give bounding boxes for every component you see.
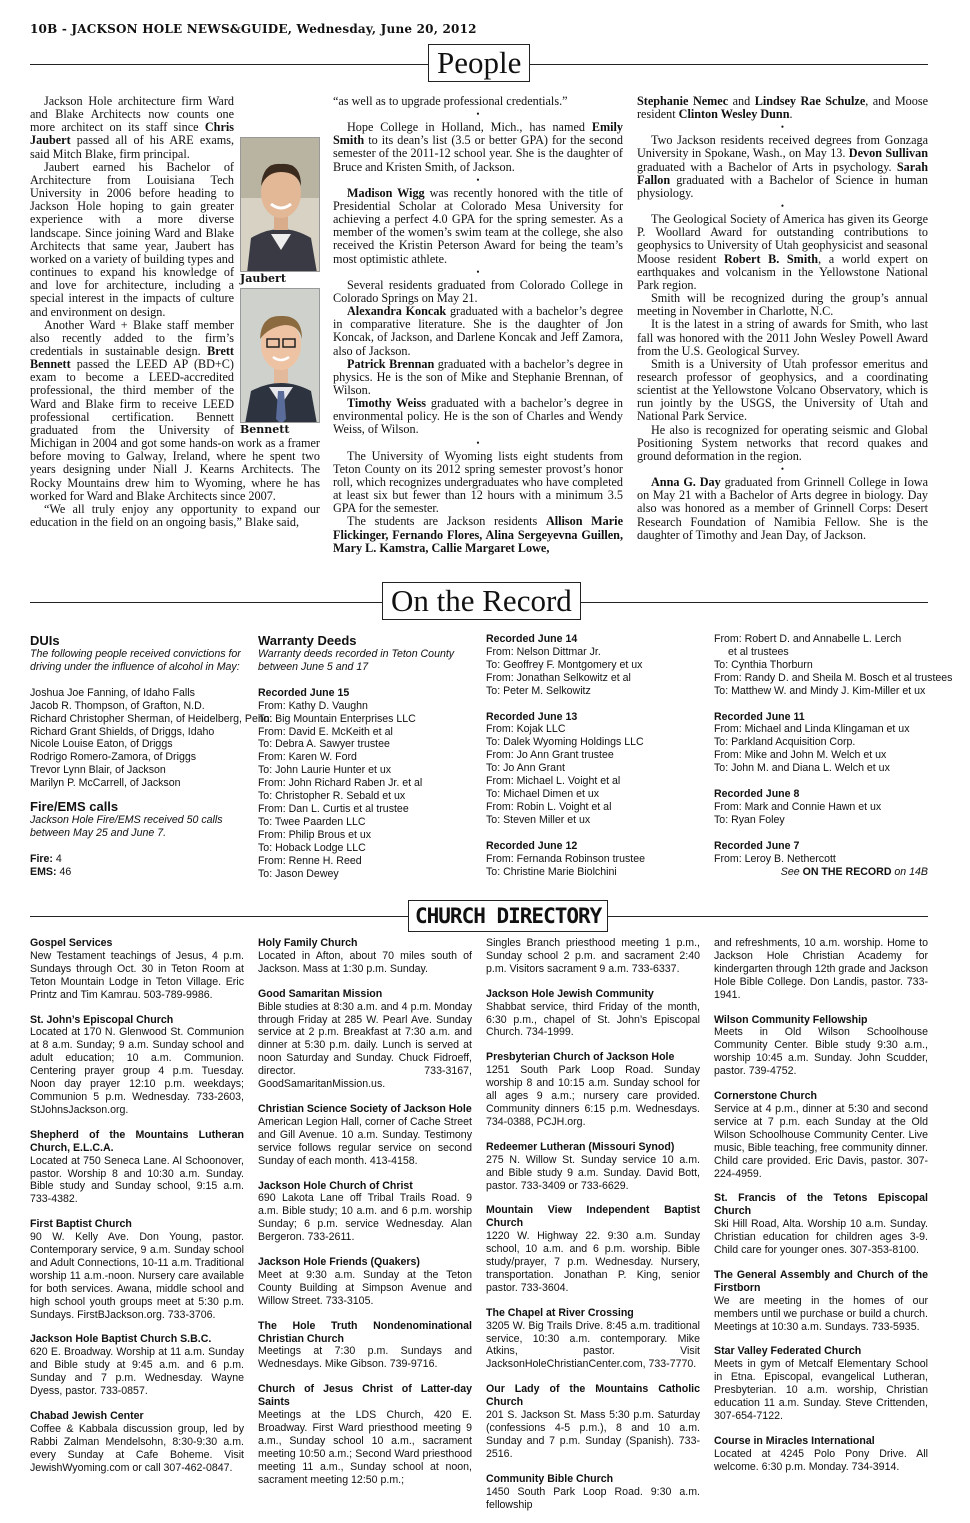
church-details: Ski Hill Road, Alta. Worship 10 a.m. Sunday. Christian education for children ages 3-9. Child care for younger ones. 307-353-8100. — [714, 1218, 928, 1257]
person-name: Emily Smith — [333, 120, 623, 148]
record-column-3 — [486, 633, 701, 878]
church-column-1 — [30, 937, 244, 1487]
people-paragraph: Smith will be recognized during the group’s annual meeting in November in Charlotte, N.C. — [637, 291, 928, 319]
deed-line: From: Kathy D. Vaughn — [258, 699, 368, 712]
people-column-1 — [30, 95, 320, 529]
church-details: 1251 South Park Loop Road. Sunday worship 8 and 10:15 a.m. Sunday school for all ages 9 a.m.; nursery care provided. Community dinners 6:15 p.m. Wednesdays. 734-0388, PCJH.org. — [486, 1064, 700, 1128]
church-details: Meets in gym of Metcalf Elementary School in Etna. Episcopal, evangelical Lutheran, Presbyterian. 10 a.m. worship, Christian education 11 a.m. Sunday. Steve Crittenden, 307-654-7122. — [714, 1358, 928, 1422]
fire-heading: Fire/EMS calls — [30, 799, 119, 815]
church-title: CHURCH DIRECTORY — [408, 900, 608, 932]
church-entry — [486, 1141, 700, 1193]
group-gap — [486, 698, 701, 711]
recorded-date: Recorded June 12 — [486, 839, 578, 852]
deed-line: To: Cynthia Thorburn — [714, 658, 813, 671]
group-gap — [714, 775, 928, 788]
deed-line: To: Jo Ann Grant — [486, 762, 565, 775]
person-name: Alexandra Koncak — [347, 304, 447, 319]
group-gap — [714, 827, 928, 840]
people-paragraph: “as well as to upgrade professional credentials.” — [333, 94, 568, 108]
church-details: Bible studies at 8:30 a.m. and 4 p.m. Monday through Friday at 285 W. Pearl Ave. Sunday service at 2 p.m. Breakfast at 7:30 a.m. and dinner at 5:30 p.m. daily. Lunch is served at noon Saturday and Sunday. Chuck Fidroeff, director. 733-3167, GoodSamaritanMission.us. — [258, 1000, 472, 1091]
church-details: 690 Lakota Lane off Tribal Trails Road. 9 a.m. Bible study; 10 a.m. and 6 p.m. worship Sunday; 6 p.m. service Wednesday. Alan Bergeron. 733-2611. — [258, 1192, 472, 1244]
church-entry — [714, 1192, 928, 1257]
separator-bullet: • — [476, 437, 480, 448]
church-name: Holy Family Church — [258, 937, 358, 949]
person-name: Stephanie Nemec — [637, 94, 729, 108]
dui-entry: Rodrigo Romero-Zamora, of Driggs — [30, 751, 197, 764]
deed-line: From: Randy D. and Sheila M. Bosch et al trustees — [714, 671, 953, 684]
deed-line: From: David E. McKeith et al — [258, 725, 393, 738]
recorded-date: Recorded June 7 — [714, 839, 800, 852]
church-name: Community Bible Church — [486, 1472, 614, 1485]
church-details: Coffee & Kabbala discussion group, led by Rabbi Zalman Mendelsohn, 8:30-9:30 a.m. every Sunday at Cafe Boheme. Visit JewishWyoming.com or call 307-462-0847. — [30, 1422, 244, 1474]
church-name: St. John’s Episcopal Church — [30, 1013, 174, 1026]
duis-list — [30, 686, 273, 790]
church-entry — [258, 937, 472, 976]
deed-line: From: Mark and Connie Hawn et ux — [714, 800, 882, 813]
record-header — [30, 582, 928, 622]
church-name: Shepherd of the Mountains Lutheran Church, E.L.C.A. — [30, 1128, 244, 1154]
church-name: Good Samaritan Mission — [258, 987, 383, 1000]
church-entry — [486, 1204, 700, 1294]
church-name: First Baptist Church — [30, 1218, 132, 1231]
deed-line: To: Peter M. Selkowitz — [486, 684, 591, 697]
deed-line: et al trustees — [728, 645, 789, 658]
church-entry — [30, 1129, 244, 1206]
people-paragraph: Anna G. Day graduated from Grinnell College in Iowa on May 21 with a Bachelor of Arts degree in biology. Day also was honored as a member of Grinnell Corps: Desert Research Foundation of Namibia Fellow. She is the daughter of Timothy and Jean Day, of Jackson. — [637, 475, 928, 542]
people-column-3 — [637, 95, 928, 542]
people-title: People — [428, 44, 530, 82]
deed-line: To: Debra A. Sawyer trustee — [258, 738, 390, 751]
separator-bullet: • — [780, 122, 785, 133]
masthead: 10B - JACKSON HOLE NEWS&GUIDE, Wednesday, June 20, 2012 — [30, 22, 477, 36]
deed-line: From: John Richard Raben Jr. et al — [258, 777, 423, 790]
recorded-date: Recorded June 15 — [258, 686, 350, 699]
church-details: Meet at 9:30 a.m. Sunday at the Teton County Building at Simpson Avenue and Willow Street. 733-3105. — [258, 1268, 472, 1307]
church-entry — [30, 1218, 244, 1321]
church-name: Course in Miracles International — [714, 1434, 875, 1447]
deed-line: To: Matthew W. and Mindy J. Kim-Miller et ux — [714, 684, 926, 697]
separator-bullet: • — [476, 174, 480, 185]
bennett-photo — [240, 288, 320, 437]
people-paragraph: The students are Jackson residents Allison Marie Flickinger, Fernando Flores, Alina Sergeyevna Guillen, Mary L. Kamstra, Callie Margaret Lowe, — [333, 514, 623, 555]
people-paragraph: Patrick Brennan graduated with a bachelor’s degree in physics. He is the son of Mike and Stephanie Brennan, of Wilson. — [333, 356, 623, 397]
church-entry — [258, 1103, 472, 1168]
dui-entry: Jacob R. Thompson, of Grafton, N.D. — [30, 699, 205, 712]
church-details: 90 W. Kelly Ave. Don Young, pastor. Contemporary service, 9 a.m. Sunday school and Adult Connections, 10-11 a.m. Traditional worship 11 a.m.-noon. Nursery care available for both services. Awana, middle school and high school youth groups meet at 5:30 p.m. Sundays. FirstBJackson.org. 733-3706. — [30, 1231, 244, 1321]
recorded-date: Recorded June 14 — [486, 633, 578, 645]
recorded-date: Recorded June 11 — [714, 710, 805, 723]
church-entry — [714, 1269, 928, 1334]
church-details: Meetings at 7:30 p.m. Sundays and Wednesdays. Mike Gibson. 739-9716. — [258, 1345, 472, 1371]
fire-intro: Jackson Hole Fire/EMS received 50 calls between May 25 and June 7. — [30, 814, 223, 839]
person-name: Madison Wigg — [347, 185, 425, 200]
church-entry — [258, 1383, 472, 1486]
deed-line: From: Renne H. Reed — [258, 854, 362, 867]
deed-line: From: Leroy B. Nethercott — [714, 852, 836, 865]
deed-line: From: Jo Ann Grant trustee — [486, 749, 614, 762]
dui-entry: Joshua Joe Fanning, of Idaho Falls — [30, 686, 195, 699]
church-entry — [486, 1473, 700, 1512]
dui-entry: Richard Grant Shields, of Driggs, Idaho — [30, 725, 215, 738]
church-entry — [30, 1333, 244, 1398]
deed-line: To: Parkland Acquisition Corp. — [714, 736, 856, 749]
church-details: Meets in Old Wilson Schoolhouse Community Center. Bible study 9:30 a.m., worship 10:45 a.m. Sunday. John Scudder, pastor. 739-4752. — [714, 1026, 928, 1078]
duis-intro: The following people received convictions for driving under the influence of alcohol in May: — [30, 648, 241, 673]
record-column-1 — [30, 633, 273, 879]
church-entry — [714, 937, 928, 1002]
church-entry — [486, 1383, 700, 1460]
people-paragraph: Madison Wigg was recently honored with the title of Presidential Scholar at Colorado Mesa University for achieving a perfect 4.0 GPA for the spring semester. As a member of the women’s swim team at the college, she also received the Kristin Peterson Award for being the team’s most optimistic athlete. — [333, 185, 623, 266]
person-name: Brett Bennett — [30, 343, 234, 372]
church-name: Church of Jesus Christ of Latter-day Saints — [258, 1383, 472, 1409]
person-name: Anna G. Day — [651, 475, 721, 490]
church-entry — [714, 1090, 928, 1180]
people-paragraph: “We all truly enjoy any opportunity to expand our education in the field on an ongoing basis,” Blake said, — [30, 501, 320, 529]
deed-line: To: Steven Miller et ux — [486, 813, 591, 826]
deed-line: To: Christine Marie Biolchini — [486, 865, 617, 878]
church-entry — [486, 937, 700, 976]
church-entry — [30, 1410, 244, 1475]
dui-entry: Trevor Lynn Blair, of Jackson — [30, 764, 166, 777]
deed-line: To: Christopher R. Sebald et ux — [258, 790, 406, 803]
people-column-2 — [333, 95, 623, 555]
deed-line: To: Ryan Foley — [714, 813, 785, 826]
church-name: Cornerstone Church — [714, 1090, 818, 1103]
church-name: Our Lady of the Mountains Catholic Church — [486, 1383, 700, 1409]
person-name: Robert B. Smith — [723, 251, 819, 266]
people-paragraph: The Geological Society of America has given its George P. Woollard Award for outstanding contributions to geophysics to University of Utah geophysicist and seasonal Moose resident Robert B. Smith, a world expert on earthquakes and volcanism in the Yellowstone National Park region. — [637, 212, 928, 292]
church-details: Service at 4 p.m., dinner at 5:30 and second service at 7 p.m. each Sunday at the Old Wilson Schoolhouse Community Center. Live music, Bible teaching, free community dinner. Child care provided. Eric Davis, pastor. 307-224-4959. — [714, 1102, 928, 1180]
people-paragraph: It is the latest in a string of awards for Smith, who last fall was honored with the 2011 John Wesley Powell Award from the U.S. Geological Survey. — [637, 317, 928, 358]
church-entry — [30, 937, 244, 1002]
deed-line: To: Geoffrey F. Montgomery et ux — [486, 658, 643, 671]
people-paragraph: Smith is a University of Utah professor emeritus and research professor of geophysics, and a coordinating scientist at the Yellowstone Volcano Observatory, which is run jointly by the USGS, the University of Utah and National Park Service. — [637, 356, 928, 424]
church-name: Star Valley Federated Church — [714, 1345, 862, 1358]
deed-line: From: Nelson Dittmar Jr. — [486, 645, 601, 658]
jaubert-portrait — [240, 137, 320, 272]
church-details: Located at 170 N. Glenwood St. Communion at 8 a.m. Sunday; 9 a.m. Sunday school and adult education; 10 a.m. Communion. Centering prayer group 4 p.m. Tuesday. Noon day prayer 12:10 p.m. weekdays; Communion 5 p.m. Wednesday. 733-2603, StJohnsJackson.org. — [30, 1026, 244, 1116]
church-column-3 — [486, 937, 700, 1523]
deeds-list-4 — [714, 711, 928, 866]
people-paragraph: He also is recognized for operating seismic and Global Positioning System networks that record quakes and ground deformation in the region. — [637, 422, 928, 463]
church-entry — [258, 1320, 472, 1372]
church-name: Chabad Jewish Center — [30, 1410, 144, 1422]
church-details: 1450 South Park Loop Road. 9:30 a.m. fellowship — [486, 1485, 700, 1511]
church-entry — [258, 1180, 472, 1245]
church-column-2 — [258, 937, 472, 1499]
deed-line: From: Robin L. Voight et al — [486, 800, 612, 813]
church-details: Shabbat service, third Friday of the month, 6:30 p.m., chapel of St. John’s Episcopal Church. 734-1999. — [486, 1000, 700, 1039]
deed-line: To: Michael Dimen et ux — [486, 787, 600, 800]
church-details: We are meeting in the homes of our members until we purchase or build a church. Meetings at 10:30 a.m. Sundays. 733-5935. — [714, 1294, 928, 1333]
deed-line: From: Karen W. Ford — [258, 751, 357, 764]
church-entry — [486, 1307, 700, 1372]
record-column-4 — [714, 633, 953, 879]
church-name: The General Assembly and Church of the Firstborn — [714, 1268, 928, 1294]
church-details: Meetings at the LDS Church, 420 E. Broadway. First Ward priesthood meeting 9 a.m., Sunday school 10 a.m., sacrament meeting 10:50 a.m.; Second Ward priesthood meeting 11 a.m., Sunday school at noon, sacrament meeting 12:50 p.m.; — [258, 1409, 472, 1486]
church-name: The Hole Truth Nondenominational Christian Church — [258, 1319, 472, 1345]
deeds-list-3 — [486, 633, 701, 878]
jaubert-caption: Jaubert — [240, 272, 286, 285]
deed-line: To: John M. and Diana L. Welch et ux — [714, 762, 890, 775]
church-name: Wilson Community Fellowship — [714, 1013, 868, 1026]
deed-line: From: Dan L. Curtis et al trustee — [258, 802, 409, 815]
person-name: Clinton Wesley Dunn — [678, 107, 790, 122]
deed-line: From: Fernanda Robinson trustee — [486, 852, 645, 865]
deed-line: To: Big Mountain Enterprises LLC — [258, 712, 416, 725]
church-name: The Chapel at River Crossing — [486, 1306, 634, 1319]
bennett-portrait — [240, 288, 320, 423]
deed-line: To: Hoback Lodge LLC — [258, 841, 366, 854]
separator-bullet: • — [780, 464, 785, 475]
deeds-intro: Warranty deeds recorded in Teton County between June 5 and 17 — [258, 648, 455, 673]
people-paragraph: Hope College in Holland, Mich., has named Emily Smith to its dean’s list (3.5 or better GPA) for the second semester of the 2011-12 school year. She is the daughter of Bruce and Kristen Smith, of Jackson. — [333, 120, 623, 174]
person-name: Lindsey Rae Schulze — [754, 94, 866, 108]
fire-count: Fire: 4 — [30, 852, 62, 865]
dui-entry: Richard Christopher Sherman, of Heidelberg, Penn. — [30, 712, 273, 725]
ems-count: EMS: 46 — [30, 865, 72, 878]
church-details: Located at 4245 Polo Pony Drive. All welcome. 6:30 p.m. Monday. 734-3914. — [714, 1447, 928, 1473]
church-name: Gospel Services — [30, 937, 113, 949]
people-paragraph: Jaubert earned his Bachelor of Architecture from Louisiana Tech University in 2006 before heading to Jackson Hole hoping to gain greater experience with a more diverse landscape. Since joining Ward and Blake Architects that same year, Jaubert has worked on a variety of building types and continues to expand his knowledge of and love for architecture, including a special interest in the impacts of culture and environment on design. — [30, 159, 234, 319]
church-name: Presbyterian Church of Jackson Hole — [486, 1051, 675, 1064]
church-entry — [486, 988, 700, 1040]
deeds-heading: Warranty Deeds — [258, 633, 357, 648]
church-entry — [714, 1435, 928, 1474]
deed-line: To: John Laurie Hunter et ux — [258, 764, 392, 777]
deed-line: To: Dalek Wyoming Holdings LLC — [486, 736, 644, 749]
church-entry — [30, 1014, 244, 1117]
duis-heading: DUIs — [30, 633, 60, 648]
deed-line: To: Twee Paarden LLC — [258, 815, 366, 828]
deed-line: From: Mike and John M. Welch et ux — [714, 749, 887, 762]
deed-line: From: Robert D. and Annabelle L. Lerch — [714, 633, 902, 645]
church-details: 3205 W. Big Trails Drive. 8:45 a.m. traditional service, 10:30 a.m. contemporary. Mike Atkins, pastor. Visit JacksonHoleChristianCenter.com, 733-7770. — [486, 1319, 700, 1371]
church-details: American Legion Hall, corner of Cache Street and Gill Avenue. 10 a.m. Sunday. Testimony service follows regular service on second Sunday of each month. 413-4158. — [258, 1115, 472, 1167]
jaubert-photo — [240, 137, 320, 286]
people-paragraph: Several residents graduated from Colorado College in Colorado Springs on May 21. — [333, 277, 623, 305]
church-entry — [714, 1345, 928, 1422]
deed-line: To: Jason Dewey — [258, 867, 339, 880]
church-name: St. Francis of the Tetons Episcopal Church — [714, 1192, 928, 1218]
record-title: On the Record — [382, 582, 581, 620]
church-details: 275 N. Willow St. Sunday service 10 a.m. and Bible study 9 a.m. Sunday. David Bott, pastor. 733-3409 or 733-6629. — [486, 1153, 700, 1192]
church-details: 1220 W. Highway 22. 9:30 a.m. Sunday school, 10 a.m. and 6 p.m. worship. Bible study/prayer, 7 p.m. Wednesday. Nursery, transportation. Jonathan P. King, senior pastor. 733-3604. — [486, 1230, 700, 1294]
person-name: Timothy Weiss — [347, 396, 426, 411]
deeds-list-4-top — [714, 633, 953, 698]
group-gap — [486, 827, 701, 840]
person-name: Chris Jaubert — [30, 120, 234, 148]
deeds-list-2 — [258, 687, 473, 881]
people-paragraph: Stephanie Nemec and Lindsey Rae Schulze, and Moose resident Clinton Wesley Dunn. — [637, 94, 929, 122]
church-details: New Testament teachings of Jesus, 4 p.m. Sundays through Oct. 30 in Teton Room at Teton Mountain Lodge in Teton Village. Eric Printz and Tim Kamrau. 503-789-9986. — [30, 949, 244, 1001]
deed-line: From: Michael and Linda Klingaman et ux — [714, 723, 910, 736]
church-details: 620 E. Broadway. Worship at 11 a.m. Sunday and Bible study at 9:45 a.m. and 6 p.m. Sunday and 7 p.m. Wednesday. Wayne Dyess, pastor. 733-0857. — [30, 1346, 244, 1398]
church-entry — [714, 1014, 928, 1079]
person-name: Devon Sullivan — [848, 146, 929, 161]
church-entry — [258, 988, 472, 1091]
church-name: Christian Science Society of Jackson Hole — [258, 1102, 472, 1115]
see-more: See ON THE RECORD on 14B — [780, 865, 928, 878]
church-name: Jackson Hole Jewish Community — [486, 987, 654, 1000]
church-name: Redeemer Lutheran (Missouri Synod) — [486, 1140, 675, 1153]
church-name: Mountain View Independent Baptist Church — [486, 1204, 700, 1230]
church-column-4 — [714, 937, 928, 1486]
church-details: and refreshments, 10 a.m. worship. Home to Jackson Hole Christian Academy for kindergarten through 12th grade and Jackson Hole Bible College. Don Landis, pastor. 733-1941. — [714, 937, 928, 1001]
person-name: Sarah Fallon — [637, 159, 928, 187]
deed-line: From: Kojak LLC — [486, 723, 566, 736]
people-paragraph: Two Jackson residents received degrees from Gonzaga University in Spokane, Wash., on May 13. Devon Sullivan graduated with a Bachelor of Arts in psychology. Sarah Fallon graduated with a Bachelor of Science in human physiology. — [637, 133, 929, 200]
deed-line: From: Michael L. Voight et al — [486, 775, 621, 788]
dui-entry: Marilyn P. McCarrell, of Jackson — [30, 777, 181, 790]
church-entry — [486, 1051, 700, 1128]
recorded-date: Recorded June 8 — [714, 788, 800, 801]
separator-bullet: • — [476, 266, 480, 277]
church-details: Singles Branch priesthood meeting 1 p.m., Sunday school 2 p.m. and sacrament 2:40 p.m. Visitors sacrament 9 a.m. 733-6337. — [486, 937, 700, 975]
church-name: Jackson Hole Friends (Quakers) — [258, 1256, 420, 1269]
separator-bullet: • — [780, 201, 785, 212]
church-details: Located in Afton, about 70 miles south of Jackson. Mass at 1:30 p.m. Sunday. — [258, 949, 472, 975]
church-details: 201 S. Jackson St. Mass 5:30 p.m. Saturday (confessions 4-5 p.m.), 8 and 10 a.m. Sunday and 7 p.m. Sunday (Spanish). 733-2516. — [486, 1409, 700, 1460]
church-name: Jackson Hole Baptist Church S.B.C. — [30, 1333, 212, 1346]
people-paragraph: Alexandra Koncak graduated with a bachelor’s degree in comparative literature. She is the daughter of Jon Koncak, of Jackson, and Darlene Koncak and Jeff Zamora, also of Jackson. — [333, 304, 623, 358]
deed-line: From: Philip Brous et ux — [258, 828, 372, 841]
people-paragraph: Another Ward + Blake staff member also recently added to the firm’s credentials in sustainable design. Brett Bennett passed the LEED AP (BD+C) exam to become a LEED-accredited professional, the third member of the Ward and Blake firm to receive LEED professional certification. Bennett graduated from the University of Michigan in 2004 and got some hands-on work as a framer before moving to Galway, Ireland, where he spent two years designing under Niall J. Kearns Architects. The Rocky Mountains drew him to Wyoming, where he has worked for Ward and Blake Architects since 2007. — [30, 317, 320, 503]
church-name: Jackson Hole Church of Christ — [258, 1179, 413, 1192]
person-name: Allison Marie Flickinger, Fernando Flores, Alina Sergeyevna Guillen, Mary L. Kamstra, Callie Margaret Lowe, — [333, 514, 623, 555]
recorded-date: Recorded June 13 — [486, 710, 578, 723]
people-header — [30, 44, 928, 84]
church-entry — [258, 1256, 472, 1308]
deed-line: From: Jonathan Selkowitz et al — [486, 671, 631, 684]
church-details: Located at 750 Seneca Lane. Al Schoonover, pastor. Worship 8 and 10:30 a.m. Sunday. Bible study and Sunday school, 9:15 a.m. 733-4382. — [30, 1154, 244, 1206]
people-paragraph: The University of Wyoming lists eight students from Teton County on its 2012 spring semester provost’s honor roll, which recognizes undergraduates who have completed at least six but fewer than 12 hours with a minimum 3.5 GPA for the semester. — [333, 448, 623, 516]
person-name: Patrick Brennan — [347, 356, 435, 371]
dui-entry: Nicole Louise Eaton, of Driggs — [30, 738, 173, 751]
people-paragraph: Timothy Weiss graduated with a bachelor’s degree in environmental policy. He is the son of Charles and Wendy Weiss, of Wilson. — [333, 396, 623, 437]
church-header — [30, 900, 928, 932]
separator-bullet: • — [476, 109, 480, 120]
bennett-caption: Bennett — [240, 423, 290, 436]
people-paragraph: Jackson Hole architecture firm Ward and Blake Architects now counts one more architect on its staff since Chris Jaubert passed all of his ARE exams, said Mitch Blake, firm principal. — [30, 94, 234, 161]
record-column-2 — [258, 633, 473, 880]
